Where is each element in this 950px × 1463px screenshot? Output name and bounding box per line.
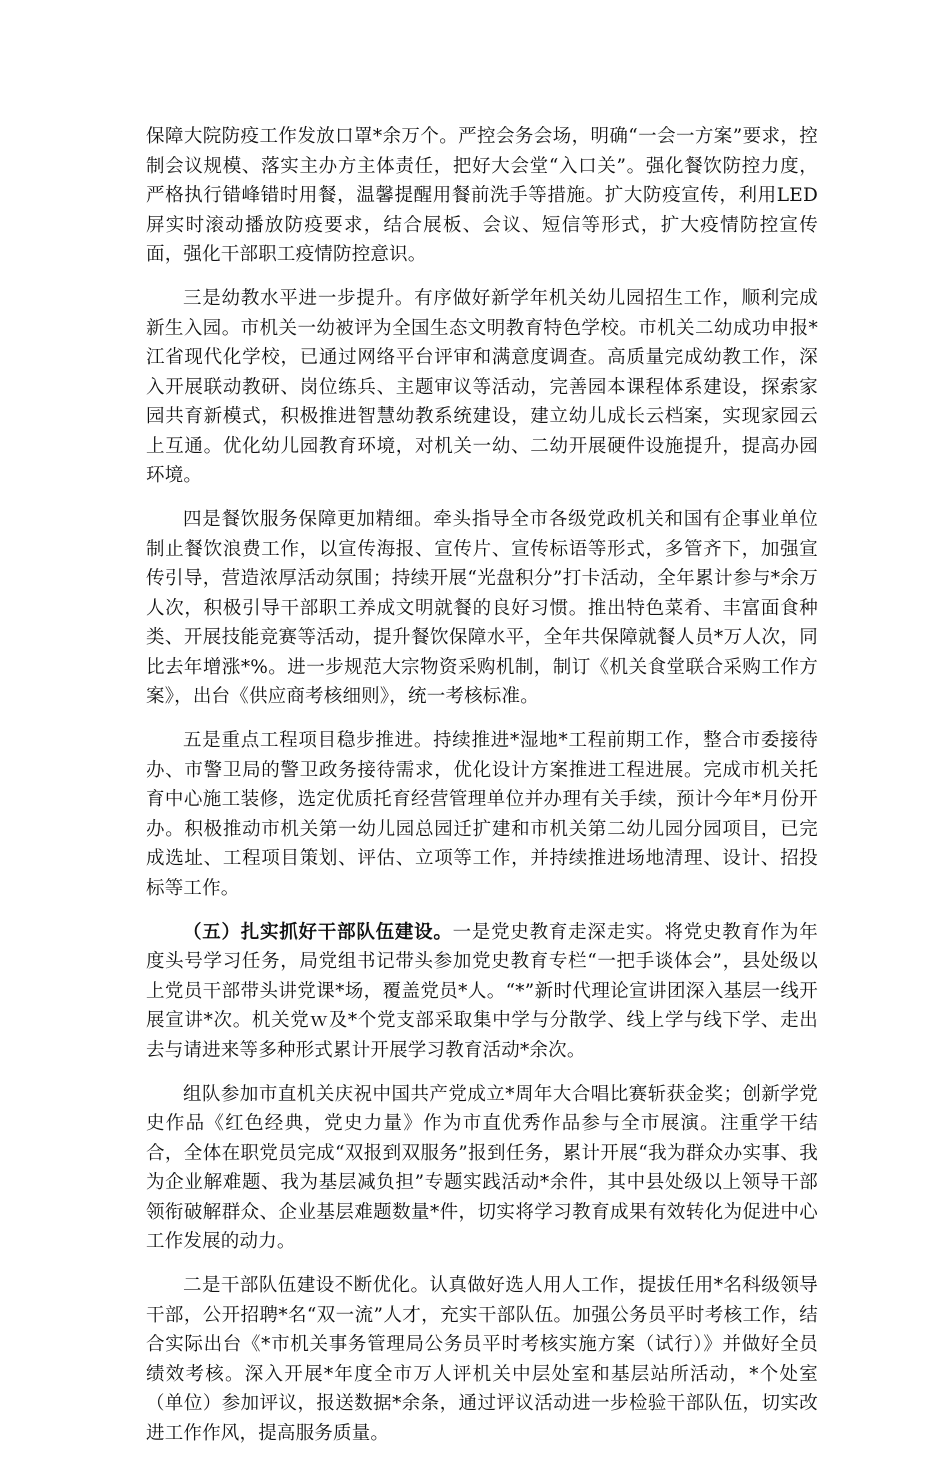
- document-body: [146, 122, 818, 1463]
- paragraph-epidemic-prevention: 保障大院防疫工作发放口罩*余万个。严控会务会场，明确“一会一方案”要求，控制会议规模、落实主办方主体责任，把好大会堂“入口关”。强化餐饮防控力度，严格执行错峰错时用餐，温馨提醒用餐前洗手等措施。扩大防疫宣传，利用LED屏实时滚动播放防疫要求，结合展板、会议、短信等形式，扩大疫情防控宣传面，强化干部职工疫情防控意识。: [146, 126, 818, 265]
- paragraph-party-activities: 组队参加市直机关庆祝中国共产党成立*周年大合唱比赛斩获金奖；创新学党史作品《红色经典，党史力量》作为市直优秀作品参与全市展演。注重学干结合，全体在职党员完成“双报到双服务”报到任务，累计开展“我为群众办实事、我为企业解难题、我为基层减负担”专题实践活动*余件，其中县处级以上领导干部领衔破解群众、企业基层难题数量*件，切实将学习教育成果有效转化为促进中心工作发展的动力。: [146, 1083, 818, 1252]
- paragraph-kindergarten: 三是幼教水平进一步提升。有序做好新学年机关幼儿园招生工作，顺利完成新生入园。市机关一幼被评为全国生态文明教育特色学校。市机关二幼成功申报*江省现代化学校，已通过网络平台评审和满意度调查。高质量完成幼教工作，深入开展联动教研、岗位练兵、主题审议等活动，完善园本课程体系建设，探索家园共育新模式，积极推进智慧幼教系统建设，建立幼儿成长云档案，实现家园云上互通。优化幼儿园教育环境，对机关一幼、二幼开展硬件设施提升，提高办园环境。: [146, 288, 818, 486]
- paragraph-projects: 五是重点工程项目稳步推进。持续推进*湿地*工程前期工作，整合市委接待办、市警卫局的警卫政务接待需求，优化设计方案推进工程进展。完成市机关托育中心施工装修，选定优质托育经营管理单位并办理有关手续，预计今年*月份开办。积极推动市机关第一幼儿园总园迁扩建和市机关第二幼儿园分园项目，已完成选址、工程项目策划、评估、立项等工作，并持续推进场地清理、设计、招投标等工作。: [146, 730, 818, 899]
- paragraph-catering: 四是餐饮服务保障更加精细。牵头指导全市各级党政机关和国有企事业单位制止餐饮浪费工作，以宣传海报、宣传片、宣传标语等形式，多管齐下，加强宣传引导，营造浓厚活动氛围；持续开展“光盘积分”打卡活动，全年累计参与*余万人次，积极引导干部职工养成文明就餐的良好习惯。推出特色菜肴、丰富面食种类、开展技能竞赛等活动，提升餐饮保障水平，全年共保障就餐人员*万人次，同比去年增涨*%。进一步规范大宗物资采购机制，制订《机关食堂联合采购工作方案》，出台《供应商考核细则》，统一考核标准。: [146, 509, 818, 707]
- paragraph-cadre-building: [146, 918, 818, 1066]
- section-heading: （五）扎实抓好干部队伍建设。: [183, 921, 453, 943]
- section-body: 一是党史教育走深走实。将党史教育作为年度头号学习任务，局党组书记带头参加党史教育专栏“一把手谈体会”，县处级以上党员干部带头讲党课*场，覆盖党员*人。“*”新时代理论宣讲团深入基层一线开展宣讲*次。机关党ｗ及*个党支部采取集中学与分散学、线上学与线下学、走出去与请进来等多种形式累计开展学习教育活动*余次。: [146, 921, 818, 1061]
- paragraph-team-optimization: 二是干部队伍建设不断优化。认真做好选人用人工作，提拔任用*名科级领导干部，公开招聘*名“双一流”人才，充实干部队伍。加强公务员平时考核工作，结合实际出台《*市机关事务管理局公务员平时考核实施方案（试行）》并做好全员绩效考核。深入开展*年度全市万人评机关中层处室和基层站所活动，*个处室（单位）参加评议，报送数据*余条，通过评议活动进一步检验干部队伍，切实改进工作作风，提高服务质量。: [146, 1275, 818, 1444]
